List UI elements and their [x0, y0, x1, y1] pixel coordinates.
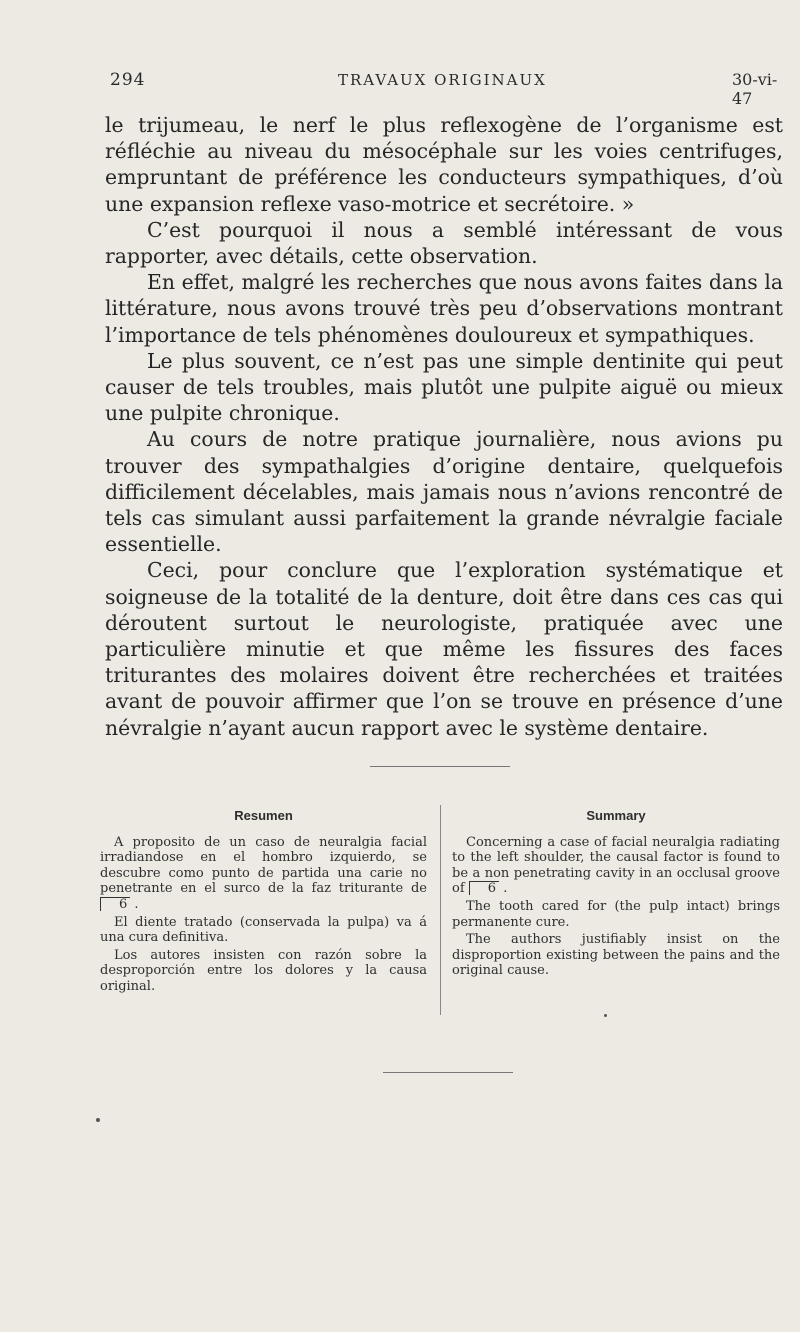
resumen-paragraph: Los autores insisten con razón sobre la desproporción entre los dolores y la causa original.: [100, 947, 427, 994]
end-divider: [383, 1072, 513, 1073]
summary-column: [452, 808, 780, 981]
summary-text: Concerning a case of facial neuralgia radiating to the left shoulder, the causal factor is found to be a non penetrating cavity in an occlusal groove of: [452, 834, 780, 897]
summary-period: .: [503, 881, 508, 897]
summary-heading: Summary: [586, 808, 646, 823]
paragraph: le trijumeau, le nerf le plus reflexogène de l’organisme est réfléchie au niveau du mésocéphale sur les voies centrifuges, empruntant de préférence les conducteurs sympathiques, d’où une expansion reflexe vaso-motrice et secrétoire. »: [105, 113, 783, 216]
resumen-column: [100, 808, 427, 997]
print-speck: [96, 1118, 100, 1122]
paragraph: En effet, malgré les recherches que nous avons faites dans la littérature, nous avons trouvé très peu d’observations montrant l’importance de tels phénomènes douloureux et sympathiques.: [105, 270, 783, 347]
summary-paragraph: The tooth cared for (the pulp intact) brings permanente cure.: [452, 898, 780, 930]
paragraph: Ceci, pour conclure que l’exploration systématique et soigneuse de la totalité de la denture, doit être dans ces cas qui déroutent surtout le neurologiste, pratiquée avec une particulière minutie et que même les fissures des faces triturantes des molaires doivent être recherchées et traitées avant de pouvoir affirmer que l’on se trouve en présence d’une névralgie n’ayant aucun rapport avec le système dentaire.: [105, 558, 783, 740]
resumen-heading: Resumen: [234, 808, 293, 823]
paragraph: Le plus souvent, ce n’est pas une simple dentinite qui peut causer de tels troubles, mais plutôt une pulpite aiguë ou mieux une pulpite chronique.: [105, 348, 783, 426]
resumen-period: .: [134, 896, 139, 912]
issue-date: 30-vi-47: [732, 70, 778, 108]
resumen-paragraph: El diente tratado (conservada la pulpa) va á una cura definitiva.: [100, 914, 427, 946]
paragraph: C’est pourquoi il nous a semblé intéressant de vous rapporter, avec détails, cette observation.: [105, 217, 783, 269]
resumen-paragraph: [100, 835, 427, 913]
print-speck: [604, 1014, 607, 1017]
article-body: [105, 112, 783, 741]
tooth-notation: 6: [100, 897, 130, 911]
resumen-text: A proposito de un caso de neuralgia facial irradiandose en el hombro izquierdo, se descubre como punto de partida una carie no penetrante en el surco de la faz triturante de: [100, 834, 427, 897]
section-divider: [370, 766, 510, 767]
running-header: [110, 70, 790, 108]
page-number: 294: [110, 70, 146, 90]
summary-paragraph: [452, 835, 780, 897]
running-title: TRAVAUX ORIGINAUX: [338, 71, 547, 89]
column-divider: [440, 805, 441, 1015]
paragraph: Au cours de notre pratique journalière, nous avions pu trouver des sympathalgies d’origine dentaire, quelquefois difficilement décelables, mais jamais nous n’avions rencontré de tels cas simulant aussi parfaitement la grande névralgie faciale essentielle.: [105, 427, 783, 557]
tooth-notation: 6: [469, 881, 499, 895]
summary-paragraph: The authors justifiably insist on the disproportion existing between the pains and the original cause.: [452, 932, 780, 979]
